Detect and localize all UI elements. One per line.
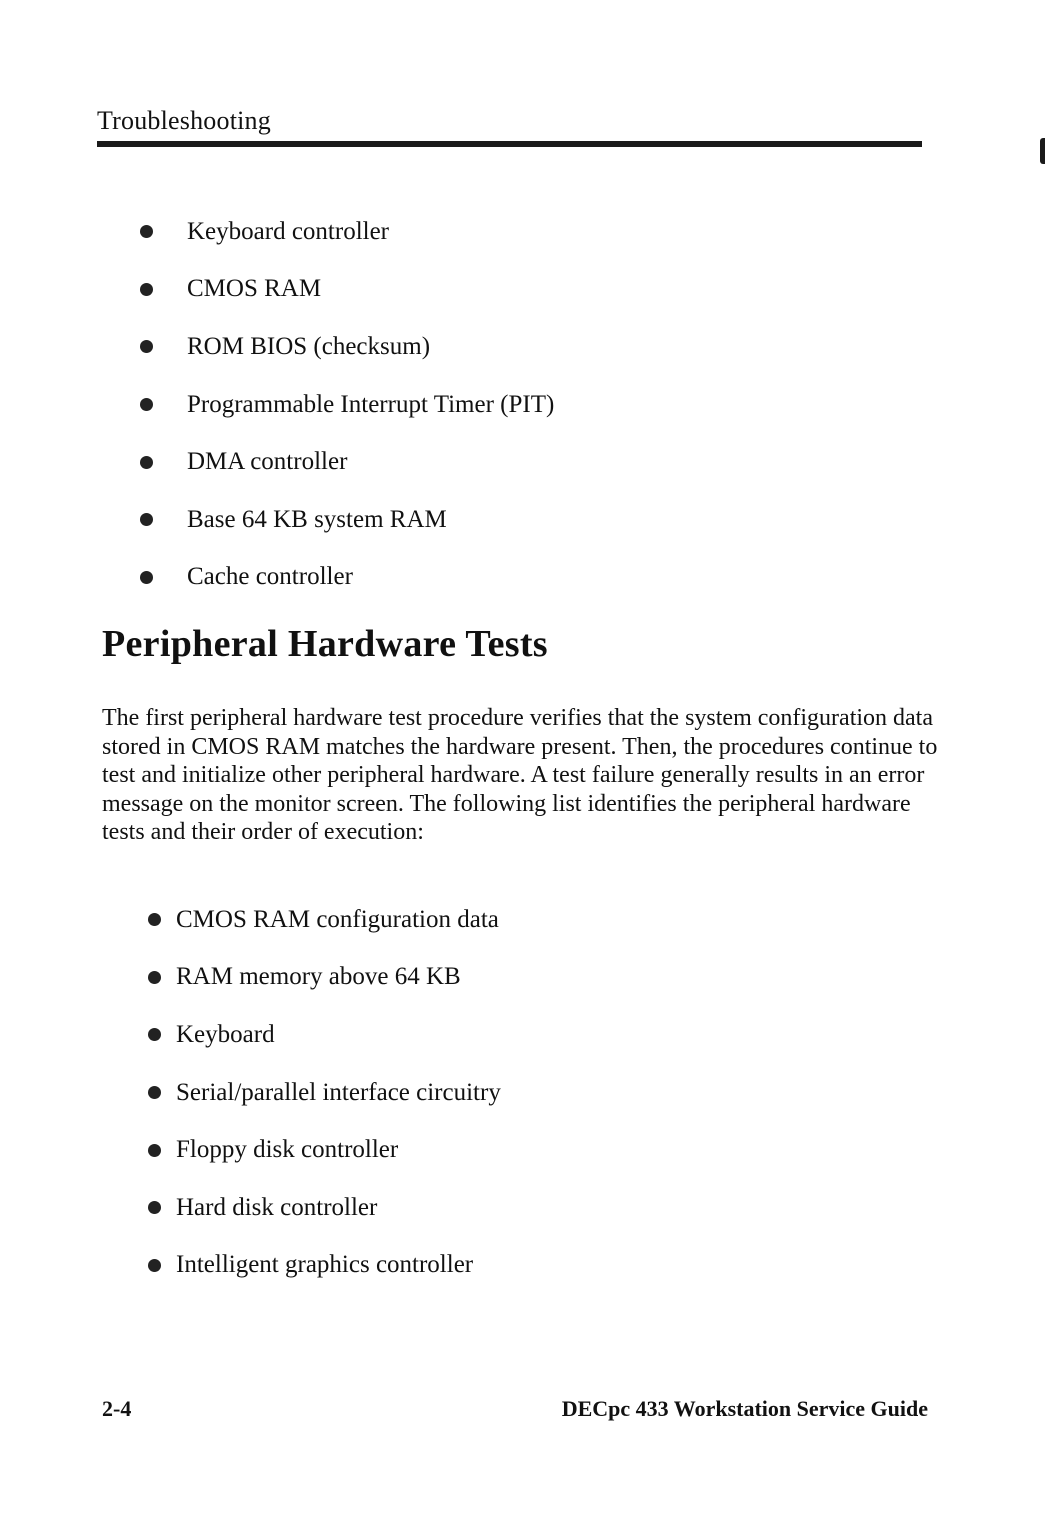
list-item [140,203,554,261]
list-item-text: CMOS RAM [187,275,322,303]
list-item-text: Floppy disk controller [176,1136,399,1164]
bullet-icon [140,340,153,353]
list-item [140,318,554,376]
list-item-text: DMA controller [187,448,348,476]
list-item-text: ROM BIOS (checksum) [187,332,431,360]
list-item-text: Hard disk controller [176,1193,378,1221]
bullet-icon [140,456,153,469]
list-item [148,1064,501,1122]
list-item-text: Intelligent graphics controller [176,1251,474,1279]
bullet-icon [140,225,153,238]
body-paragraph: The first peripheral hardware test procedure verifies that the system configuration data stored in CMOS RAM matches the hardware present. Then, the procedures continue to test and initialize other peripheral hardware. A test failure generally results in an error message on the monitor screen. The following list identifies the peripheral hardware tests and their order of execution: [102,705,938,846]
page-edge-mark [1040,138,1045,164]
bullet-icon [140,571,153,584]
running-head: Troubleshooting [97,106,271,135]
list-item [148,891,501,949]
list-item [148,1237,501,1295]
bullet-icon [140,283,153,296]
list-item [140,376,554,434]
list-item-text: Keyboard [176,1020,275,1048]
list-item [140,549,554,607]
book-title: DECpc 433 Workstation Service Guide [561,1396,928,1421]
bullet-list-system-tests [140,203,554,606]
section-heading: Peripheral Hardware Tests [102,623,548,665]
bullet-icon [148,1259,161,1272]
page-number: 2-4 [102,1396,132,1421]
bullet-icon [140,513,153,526]
list-item-text: Keyboard controller [187,217,390,245]
list-item-text: CMOS RAM configuration data [176,905,499,933]
bullet-list-peripheral-tests [148,891,501,1294]
bullet-icon [140,398,153,411]
bullet-icon [148,913,161,926]
bullet-icon [148,1201,161,1214]
list-item-text: Base 64 KB system RAM [187,505,447,533]
bullet-icon [148,971,161,984]
list-item-text: Serial/parallel interface circuitry [176,1078,501,1106]
list-item [140,433,554,491]
bullet-icon [148,1028,161,1041]
list-item-text: Cache controller [187,563,353,591]
list-item [148,1121,501,1179]
list-item [140,261,554,319]
header-rule [97,141,922,147]
bullet-icon [148,1086,161,1099]
list-item [140,491,554,549]
list-item-text: RAM memory above 64 KB [176,963,461,991]
bullet-icon [148,1144,161,1157]
list-item-text: Programmable Interrupt Timer (PIT) [187,390,555,418]
list-item [148,1006,501,1064]
list-item [148,949,501,1007]
list-item [148,1179,501,1237]
